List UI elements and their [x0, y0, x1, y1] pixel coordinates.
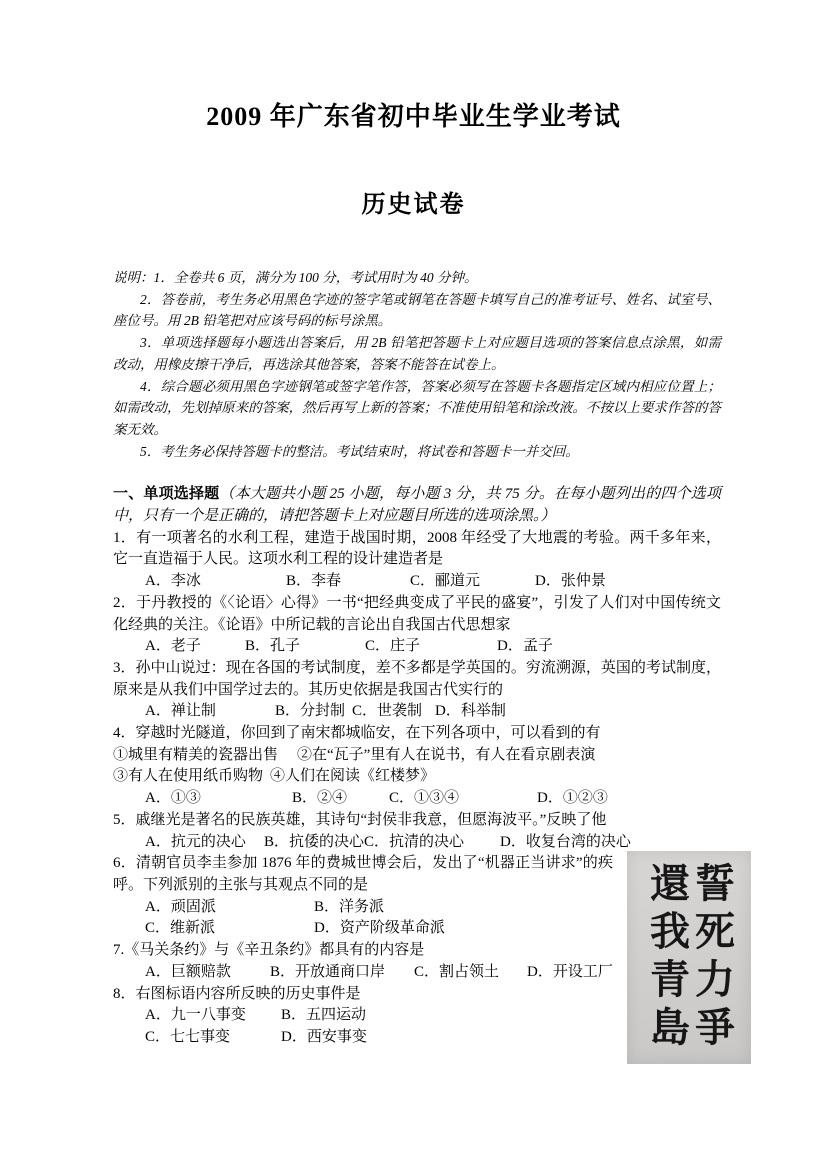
option: A．抗元的决心	[145, 833, 246, 850]
question-options	[113, 636, 721, 658]
page-subtitle: 历史试卷	[361, 192, 466, 218]
option: D．孟子	[497, 638, 553, 655]
question-stem: 3．孙中山说过：现在各国的考试制度，差不多都是学英国的。穷流溯源，英国的考试制度，原来是从我们中国学过去的。其历史依据是我国古代实行的	[113, 659, 721, 698]
option: D．张仲景	[535, 573, 606, 590]
option: D．①②③	[537, 790, 608, 807]
option: A．①③	[145, 790, 201, 807]
question-1	[113, 528, 721, 593]
instructions-label: 说明：	[113, 270, 154, 285]
option: B．抗倭的决心	[264, 833, 365, 850]
option: B．开放通商口岸	[270, 963, 386, 980]
instruction-item: 3．单项选择题每小题选出答案后，用 2B 铅笔把答题卡上对应题目选项的答案信息点涂黑，如需改动，用橡皮擦干净后，再选涂其他答案，答案不能答在试卷上。	[113, 335, 721, 372]
question-options	[113, 918, 613, 940]
question-options	[113, 1027, 613, 1049]
option: B．李春	[286, 573, 342, 590]
question-4	[113, 723, 721, 810]
option: C．庄子	[365, 638, 421, 655]
option: A．老子	[145, 638, 201, 655]
question-2	[113, 593, 721, 658]
exam-instructions	[113, 267, 721, 462]
instruction-text: 1．全卷共 6 页，满分为 100 分，考试用时为 40 分钟。	[153, 270, 478, 285]
question-stem: 5．戚继光是著名的民族英雄，其诗句“封侯非我意，但愿海波平。”反映了他	[113, 811, 607, 828]
instruction-item: 2．答卷前，考生务必用黑色字迹的签字笔或钢笔在答题卡填写自己的准考证号、姓名、试室号、座位号。用 2B 铅笔把对应该号码的标号涂黑。	[113, 291, 721, 329]
option: C．抗清的决心	[364, 833, 465, 850]
subitem: ②在“瓦子”里有人在说书，有人在看京剧表演	[297, 746, 596, 763]
page-content	[113, 267, 736, 1054]
question-subitems	[113, 766, 721, 788]
option: C．①③④	[389, 790, 460, 807]
section-note: （本大题共小题 25 小题，每小题 3 分，共 75 分。在每小题列出的四个选项中，只有一个是正确的，请把答题卡上对应题目所选的选项涂黑。）	[113, 486, 721, 525]
section-label: 一、单项选择题	[113, 485, 220, 503]
subitem: ①城里有精美的瓷器出售	[113, 746, 279, 763]
option: C．七七事变	[145, 1028, 231, 1045]
option: D．西安事变	[281, 1028, 367, 1045]
banner-calligraphy-text	[642, 862, 737, 1054]
question-stem: 8．右图标语内容所反映的历史事件是	[113, 985, 361, 1002]
question-options	[113, 832, 721, 854]
option: A．九一八事变	[145, 1007, 246, 1024]
section-heading	[113, 483, 721, 527]
option: B．孔子	[245, 638, 301, 655]
question-options	[113, 962, 613, 984]
instruction-item: 5．考生务必保持答题卡的整洁。考试结束时，将试卷和答题卡一并交回。	[140, 443, 579, 459]
option: D．资产阶级革命派	[314, 920, 445, 937]
question-stem: 2．于丹教授的《〈论语〉心得》一书“把经典变成了平民的盛宴”，引发了人们对中国传统文化经典的关注。《论语》中所记载的言论出自我国古代思想家	[113, 594, 721, 633]
option: C．郦道元	[410, 573, 481, 590]
option: B．洋务派	[314, 898, 385, 915]
question-5	[113, 810, 721, 853]
question-stem: 4．穿越时光隧道，你回到了南宋都城临安，在下列各项中，可以看到的有	[113, 725, 601, 742]
option: C．世袭制	[352, 703, 423, 720]
option: D．收复台湾的决心	[500, 833, 631, 850]
question-options	[113, 571, 721, 593]
option: A．禅让制	[145, 703, 216, 720]
banner-column-left: 還我青島	[643, 861, 691, 1054]
question-options	[113, 788, 721, 810]
instruction-item: 4．综合题必须用黑色字迹钢笔或签字笔作答，答案必须写在答题卡各题指定区域内相应位置上；如需改动，先划掉原来的答案，然后再写上新的答案；不准使用铅笔和涂改液。不按以上要求作答的答案无效。	[113, 378, 721, 437]
option: B．五四运动	[281, 1007, 367, 1024]
option: D．开设工厂	[527, 963, 613, 980]
question-list	[113, 528, 736, 1054]
protest-banner-photo	[627, 851, 751, 1064]
option: C．割占领土	[414, 963, 500, 980]
page-title: 2009 年广东省初中毕业生学业考试	[206, 102, 621, 131]
option: A．巨额赔款	[145, 963, 231, 980]
question-options	[113, 701, 721, 723]
question-options	[113, 897, 613, 919]
question-stem: 6．清朝官员李圭参加 1876 年的费城世博会后，发出了“机器正当讲求”的疾呼。下列派别的主张与其观点不同的是	[113, 855, 613, 893]
option: D．科举制	[435, 703, 506, 720]
question-3	[113, 658, 721, 723]
question-stem: 1．有一项著名的水利工程，建造于战国时期，2008 年经受了大地震的考验。两千多年来，它一直造福于人民。这项水利工程的设计建造者是	[113, 529, 721, 568]
subitem: ③有人在使用纸币购物	[113, 768, 264, 785]
option: A．顽固派	[145, 898, 216, 915]
option: B．分封制	[275, 703, 346, 720]
question-options	[113, 1005, 613, 1027]
instruction-item	[113, 267, 721, 289]
option: C．维新派	[145, 920, 216, 937]
option: A．李冰	[145, 573, 201, 590]
banner-column-right: 誓死力爭	[688, 861, 736, 1054]
question-subitems	[113, 745, 721, 767]
option: B．②④	[292, 790, 348, 807]
subitem: ④人们在阅读《红楼梦》	[270, 768, 436, 785]
question-stem: 7.《马关条约》与《辛丑条约》都具有的内容是	[113, 942, 425, 959]
